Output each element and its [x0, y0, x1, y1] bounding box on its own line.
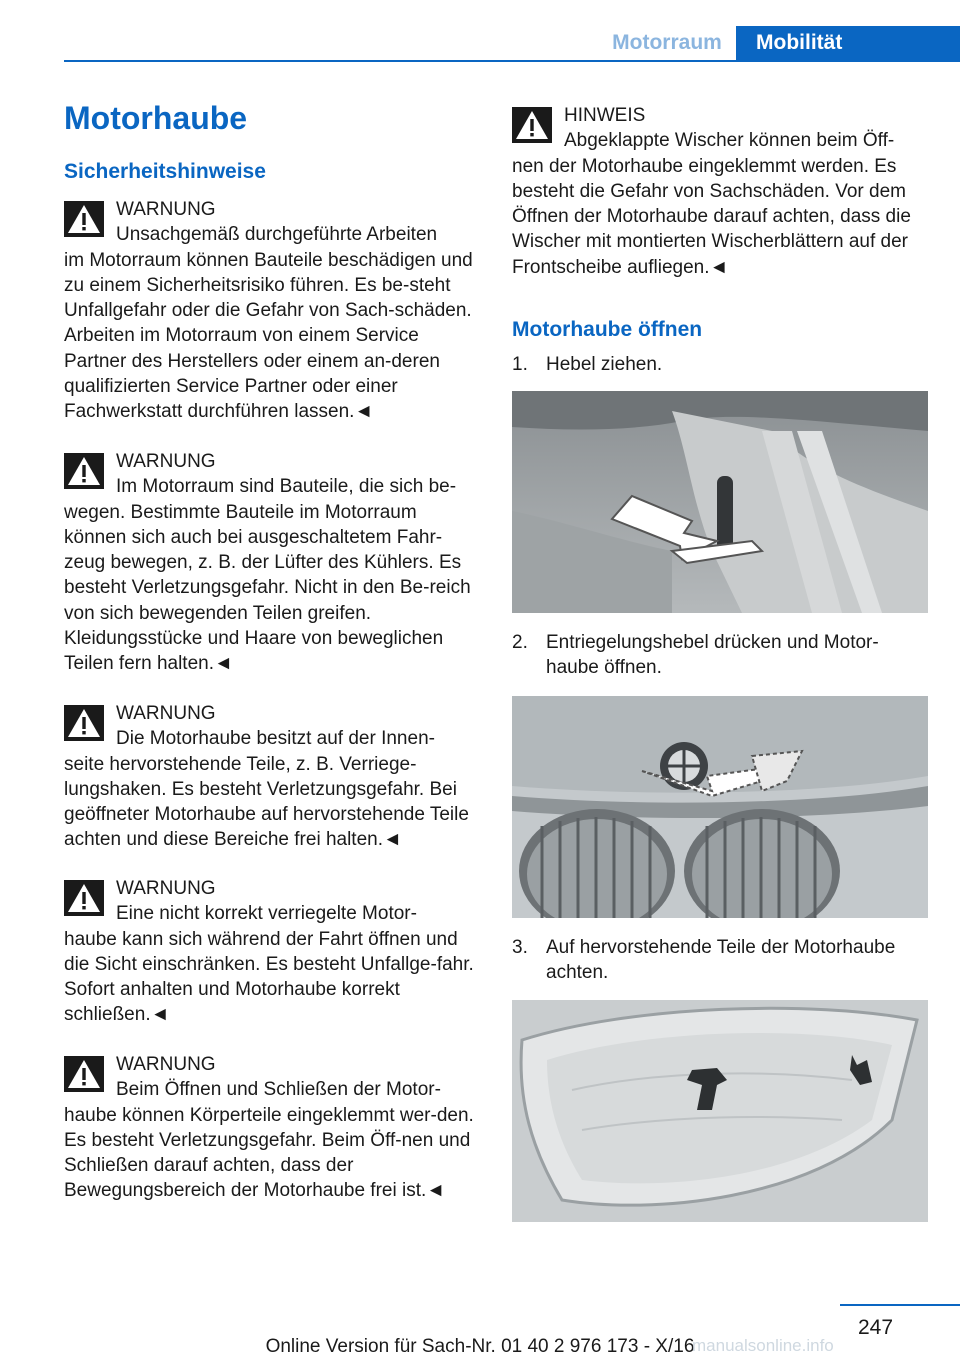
hint-heading: HINWEIS: [564, 105, 646, 126]
warning-text-first: Die Motorhaube besitzt auf der Innen-: [116, 728, 435, 750]
header-rule: [64, 60, 960, 62]
warning-text: wegen. Bestimmte Bauteile im Motorraum können sich auch bei ausgeschaltetem Fahr-zeug bewegen, z. B. der Lüfter des Kühlers. Es besteht Verletzungsgefahr. Nicht in den Be-reich von sich bewegenden Teilen greifen. Kleidungsstücke und Haare von beweglichen Teilen fern halten.◄: [64, 501, 471, 675]
photo-hood-release: [512, 696, 928, 918]
warning-text: haube kann sich während der Fahrt öffnen und die Sicht einschränken. Es besteht Unfallge-fahr. Sofort anhalten und Motorhaube korrekt schließen.◄: [64, 928, 474, 1026]
step-number: 2.: [512, 632, 528, 653]
warning-note-4: [64, 876, 480, 1028]
section-title-safety: Sicherheitshinweise: [64, 160, 266, 183]
warning-text-first: Im Motorraum sind Bauteile, die sich be-: [116, 476, 457, 498]
warning-heading: WARNUNG: [116, 451, 216, 472]
photo-hood-lever: [512, 391, 928, 613]
step-text: Auf hervorstehende Teile der Motorhaube achten.: [546, 937, 896, 984]
tab-mobilitaet[interactable]: Mobilität: [736, 26, 960, 62]
warning-note-3: [64, 701, 480, 853]
footer-rule: [840, 1304, 960, 1306]
warning-icon: [64, 1056, 104, 1092]
warning-icon: [64, 201, 104, 237]
warning-text: haube können Körperteile eingeklemmt wer-den. Es besteht Verletzungsgefahr. Beim Öff-nen und Schließen darauf achten, dass der Bewegungsbereich der Motorhaube frei ist.◄: [64, 1104, 474, 1202]
step-3: [512, 935, 928, 986]
hint-text-first: Abgeklappte Wischer können beim Öff-: [564, 130, 895, 152]
warning-note-5: [64, 1052, 480, 1204]
warning-icon: [64, 705, 104, 741]
warning-text-first: Eine nicht korrekt verriegelte Motor-: [116, 903, 417, 925]
warning-text: seite hervorstehende Teile, z. B. Verriege-lungshaken. Es besteht Verletzungsgefahr. Bei geöffneter Motorhaube auf hervorstehende Teile achten und diese Bereiche frei halten.◄: [64, 753, 469, 851]
section-title-open: Motorhaube öffnen: [512, 318, 703, 341]
online-version-note: Online Version für Sach-Nr. 01 40 2 976 173 - X/16: [265, 1336, 695, 1357]
watermark: manualsonline.info: [692, 1336, 834, 1355]
warning-icon: [64, 453, 104, 489]
warning-icon: [512, 107, 552, 143]
warning-heading: WARNUNG: [116, 878, 216, 899]
step-number: 3.: [512, 937, 528, 958]
page-number: 247: [858, 1316, 894, 1339]
hint-text: nen der Motorhaube eingeklemmt werden. Es besteht die Gefahr von Sachschäden. Vor dem Öffnen der Motorhaube darauf achten, dass die Wischer mit montierten Wischerblättern auf der Frontscheibe aufliegen.◄: [512, 155, 911, 278]
step-text: Hebel ziehen.: [546, 354, 663, 375]
tab-motorraum[interactable]: Motorraum: [612, 31, 722, 54]
step-text: Entriegelungshebel drücken und Motor-haube öffnen.: [546, 632, 879, 679]
warning-text-first: Unsachgemäß durchgeführte Arbeiten: [116, 224, 438, 246]
warning-heading: WARNUNG: [116, 1054, 216, 1075]
page-title: Motorhaube: [64, 100, 248, 136]
hint-note: [512, 103, 928, 280]
photo-hood-underside: [512, 1000, 928, 1222]
warning-note-1: [64, 197, 480, 425]
warning-text: im Motorraum können Bauteile beschädigen und zu einem Sicherheitsrisiko führen. Es be-steht Unfallgefahr oder die Gefahr von Sach-schäden. Arbeiten im Motorraum von einem Service Partner des Herstellers oder einem an-deren qualifizierten Service Partner oder einer Fachwerkstatt durchführen lassen.◄: [64, 249, 473, 423]
warning-note-2: [64, 449, 480, 677]
warning-heading: WARNUNG: [116, 199, 216, 220]
warning-text-first: Beim Öffnen und Schließen der Motor-: [116, 1079, 441, 1101]
step-2: [512, 630, 928, 681]
warning-icon: [64, 880, 104, 916]
step-number: 1.: [512, 354, 528, 375]
step-1: [512, 352, 928, 377]
warning-heading: WARNUNG: [116, 703, 216, 724]
